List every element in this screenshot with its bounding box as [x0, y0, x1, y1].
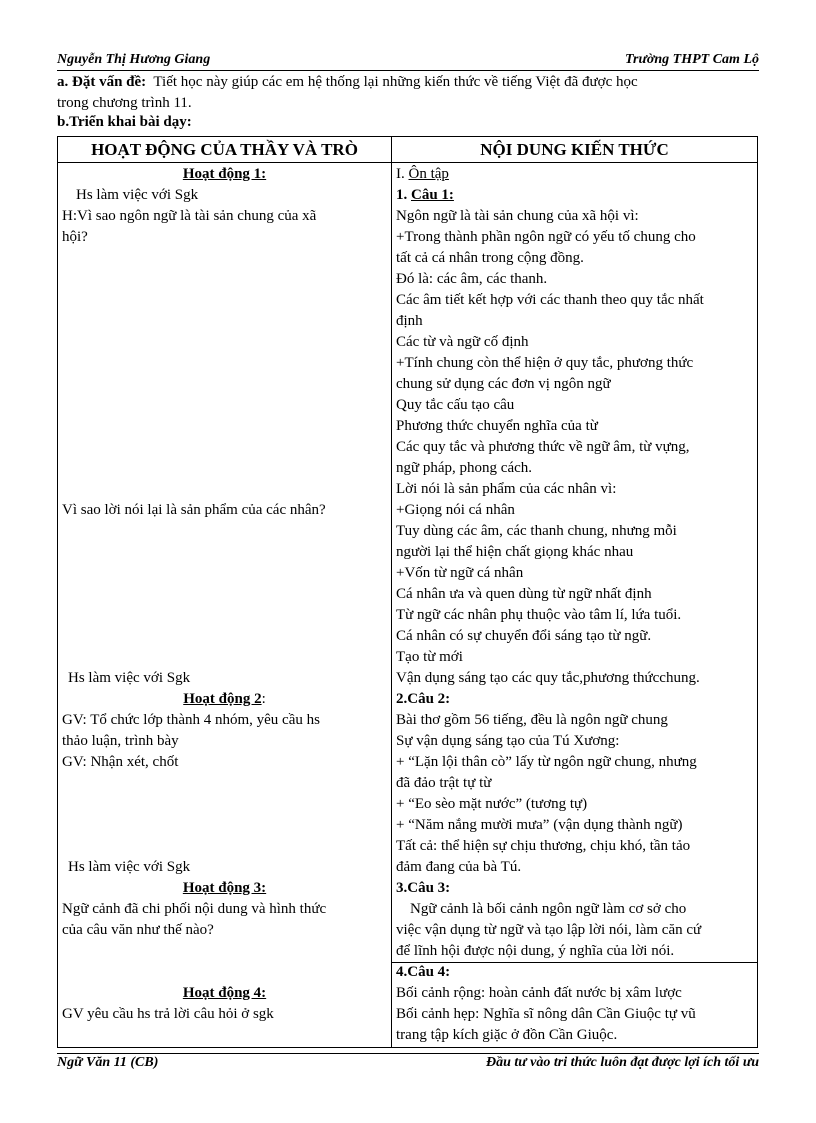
content-line: Lời nói là sản phẩm của các nhân vì:	[396, 481, 617, 497]
content-line: Sự vận dụng sáng tạo của Tú Xương:	[396, 733, 620, 749]
header-rule	[57, 70, 759, 71]
question-2-title: 2.Câu 2:	[396, 691, 451, 707]
content-line: đảm đang của bà Tú.	[396, 859, 522, 875]
section-b-title: b.Triển khai bài dạy:	[57, 114, 192, 130]
col1-header: HOẠT ĐỘNG CỦA THẦY VÀ TRÒ	[58, 137, 392, 163]
content-line: + “Lặn lội thân cò” lấy từ ngôn ngữ chung, nhưng	[396, 754, 697, 770]
activity-2-line-2: thảo luận, trình bày	[62, 733, 179, 749]
content-line: trang tập kích giặc ở đồn Cần Giuộc.	[396, 1027, 618, 1043]
content-line: Tuy dùng các âm, các thanh chung, nhưng mỗi	[396, 523, 677, 539]
activity-2-pre: Hs làm việc với Sgk	[68, 670, 191, 686]
content-line: tất cả cá nhân trong cộng đồng.	[396, 250, 584, 266]
author-name: Nguyễn Thị Hương Giang	[57, 52, 211, 67]
footer-subject: Ngữ Văn 11 (CB)	[57, 1055, 159, 1070]
intro-text-1: Tiết học này giúp các em hệ thống lại những kiến thức về tiếng Việt đã được học	[153, 74, 638, 90]
activity-3-line-1: Ngữ cảnh đã chi phối nội dung và hình thức	[62, 901, 327, 917]
activity-4-line-1: GV yêu cầu hs trả lời câu hỏi ở sgk	[62, 1006, 274, 1022]
activity-1-title: Hoạt động 1:	[182, 166, 267, 182]
page-header	[57, 52, 759, 70]
section-title: Ôn tập	[408, 166, 449, 182]
content-line: Phương thức chuyển nghĩa của từ	[396, 418, 598, 434]
footer-rule	[57, 1053, 759, 1054]
content-line: +Vốn từ ngữ cá nhân	[396, 565, 524, 581]
content-line: Từ ngữ các nhân phụ thuộc vào tâm lí, lứa tuổi.	[396, 607, 682, 623]
content-line: để lĩnh hội được nội dung, ý nghĩa của lời nói.	[396, 943, 675, 959]
content-line: Các quy tắc và phương thức về ngữ âm, từ vựng,	[396, 439, 690, 455]
content-line: Vận dụng sáng tạo các quy tắc,phương thứcchung.	[396, 670, 700, 686]
question-4-title: 4.Câu 4:	[396, 964, 451, 980]
page-footer	[57, 1055, 759, 1073]
activity-2-line-3: GV: Nhận xét, chốt	[62, 754, 179, 770]
activity-3-pre: Hs làm việc với Sgk	[68, 859, 191, 875]
content-line: Cá nhân ưa và quen dùng từ ngữ nhất định	[396, 586, 652, 602]
content-line: đã đảo trật tự từ	[396, 775, 492, 791]
activity-1-question-b: hội?	[62, 229, 88, 245]
content-line: Cá nhân có sự chuyển đổi sáng tạo từ ngữ.	[396, 628, 652, 644]
content-line: Bối cảnh rộng: hoàn cảnh đất nước bị xâm lược	[396, 985, 682, 1001]
content-line: Bối cảnh hẹp: Nghĩa sĩ nông dân Cần Giuộc tự vũ	[396, 1006, 696, 1022]
footer-motto: Đầu tư vào tri thức luôn đạt được lợi ích tối ưu	[486, 1055, 759, 1070]
content-line: Đó là: các âm, các thanh.	[396, 271, 548, 287]
question-1-number: 1.	[396, 187, 408, 203]
activity-2-colon: :	[261, 691, 266, 707]
school-name: Trường THPT Cam Lộ	[625, 52, 759, 67]
activity-2-line-1: GV: Tổ chức lớp thành 4 nhóm, yêu cầu hs	[62, 712, 320, 728]
content-line: Bài thơ gồm 56 tiếng, đều là ngôn ngữ chung	[396, 712, 668, 728]
question-3-title: 3.Câu 3:	[396, 880, 451, 896]
intro-text-2: trong chương trình 11.	[57, 95, 192, 111]
content-line: việc vận dụng từ ngữ và tạo lập lời nói, làm căn cứ	[396, 922, 702, 938]
content-line: Các âm tiết kết hợp với các thanh theo quy tắc nhất	[396, 292, 704, 308]
lesson-table	[57, 136, 758, 1048]
question-1-title: Câu 1:	[411, 187, 454, 203]
content-line: + “Năm nắng mười mưa” (vận dụng thành ngữ)	[396, 817, 683, 833]
activity-1-question-a: H:Vì sao ngôn ngữ là tài sản chung của xã	[62, 208, 317, 224]
activity-4-title: Hoạt động 4:	[182, 985, 267, 1001]
content-column	[392, 163, 757, 1047]
content-line: + “Eo sèo mặt nước” (tương tự)	[396, 796, 588, 812]
col2-header: NỘI DUNG KIẾN THỨC	[392, 137, 758, 163]
content-line: người lại thể hiện chất giọng khác nhau	[396, 544, 634, 560]
section-number: I.	[396, 166, 405, 182]
activity-1-line: Hs làm việc với Sgk	[76, 187, 199, 203]
content-line: Tạo từ mới	[396, 649, 463, 665]
intro-paragraph	[57, 72, 757, 114]
content-line: Quy tắc cấu tạo câu	[396, 397, 515, 413]
content-line: Tất cả: thể hiện sự chịu thương, chịu khó, tần tảo	[396, 838, 691, 854]
content-line: +Giọng nói cá nhân	[396, 502, 515, 518]
content-line: chung sử dụng các đơn vị ngôn ngữ	[396, 376, 611, 392]
content-line: Ngữ cảnh là bối cảnh ngôn ngữ làm cơ sở cho	[410, 901, 687, 917]
content-line: Ngôn ngữ là tài sản chung của xã hội vì:	[396, 208, 639, 224]
activity-2-title: Hoạt động 2	[183, 691, 262, 707]
activity-3-title: Hoạt động 3:	[182, 880, 267, 896]
content-line: +Trong thành phần ngôn ngữ có yếu tố chung cho	[396, 229, 696, 245]
activity-3-line-2: của câu văn như thế nào?	[62, 922, 214, 938]
content-line: Các từ và ngữ cố định	[396, 334, 529, 350]
intro-label: a. Đặt vấn đề:	[57, 74, 147, 90]
content-line: ngữ pháp, phong cách.	[396, 460, 533, 476]
activity-1-question-2: Vì sao lời nói lại là sản phẩm của các nhân?	[62, 502, 326, 518]
activity-column	[58, 163, 391, 1047]
content-line: +Tính chung còn thể hiện ở quy tắc, phương thức	[396, 355, 694, 371]
content-line: định	[396, 313, 423, 329]
